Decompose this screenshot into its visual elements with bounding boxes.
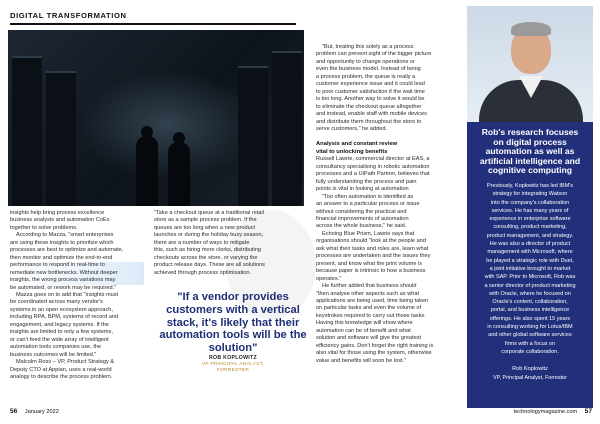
text-line: Mazza goes on to add that "insights must <box>16 291 119 298</box>
article-column-2 <box>154 210 300 277</box>
sidebar-body <box>470 182 590 356</box>
sidebar-body-line: a joint initiative brought to market <box>489 265 571 272</box>
text-line: present, and know what the print volume is <box>316 260 423 267</box>
text-line: business outcomes will be limited." <box>10 351 97 358</box>
footer-right <box>514 408 592 415</box>
sidebar-body-line: corporate collaboration. <box>501 348 559 355</box>
sidebar-body-line: strategy for integrating Watson <box>492 191 568 198</box>
text-line: efficiency gains. Don't forget the right training is <box>316 342 434 349</box>
text-line: organisations should "look at the people and <box>316 238 426 245</box>
pull-quote-name: ROB KOPLOWITZ <box>209 355 257 361</box>
sidebar-body-line: management with Microsoft, where <box>487 249 573 256</box>
text-line: to poor customer satisfaction if the wait time <box>316 88 425 95</box>
sidebar-body-line: portal, and business intelligence <box>490 307 570 314</box>
text-line: According to Mazza, "smart enterprises <box>16 232 114 239</box>
text-line: to eliminate the checkout queue altogether <box>316 103 422 110</box>
text-line: insights are limited to only a few systems, <box>10 329 113 336</box>
text-line: "But, treating this solely as a process <box>322 44 414 50</box>
sidebar-body-line: in consulting working for Lotus/IBM <box>487 324 573 331</box>
text-line: checkouts across the store, or varying the <box>154 254 258 261</box>
portrait-photo <box>467 6 593 122</box>
sidebar-body-line: a senior director of product marketing <box>484 282 576 289</box>
text-line: be coordinated across many vendor's <box>10 299 103 306</box>
sidebar-title-line: automation as well as <box>485 146 575 157</box>
text-line: on particular tasks and even the volume of <box>316 305 422 312</box>
text-line: this, such as hiring more clerks, distributing <box>154 247 261 254</box>
text-line: fully understanding the process and pain <box>316 178 417 185</box>
sidebar-body-line: Previously, Koplowitz has led IBM's <box>487 183 573 189</box>
text-line: He further added that business should <box>322 283 417 290</box>
sidebar-body-line: firms with a focus on <box>504 340 556 347</box>
text-line: and instead, enable staff with mobile devices <box>316 111 427 118</box>
sidebar-title-line: Rob's research focuses <box>481 127 579 137</box>
text-line: even the business model. Instead of being <box>316 66 421 73</box>
sidebar-body-line: He was also a director of product <box>489 241 571 248</box>
sidebar-name: Rob Koplowitz <box>512 366 548 372</box>
article-column-3 <box>316 44 454 365</box>
text-line: processes are best to optimize and automate, <box>10 247 124 254</box>
sidebar-body-line: services. He has many years of <box>491 207 569 214</box>
sidebar-title-line: artificial intelligence and <box>479 155 581 166</box>
text-line: store as a sample process problem. If the <box>154 217 257 224</box>
sidebar-title <box>471 128 589 176</box>
text-line: achieved through process optimisation. <box>154 269 252 276</box>
text-line: "then analyse other aspects such as what <box>316 290 420 297</box>
text-line: Malcolm Ross – VP, Product Strategy & <box>16 359 115 366</box>
text-line: without considering the practical and <box>316 208 407 215</box>
text-line: engagement, and legacy systems. If the <box>10 321 109 328</box>
text-line: problem can prevent sight of the bigger picture <box>316 51 432 58</box>
sidebar-body-line: consulting, product marketing, <box>493 224 567 231</box>
text-line: then monitor and optimize the end-to-end <box>10 254 113 261</box>
text-line: value and benefits will soon be lost." <box>316 357 406 364</box>
sidebar-body-line: offerings. He also spent 15 years <box>489 315 571 322</box>
pull-quote-role-line: FORRESTER <box>216 368 250 374</box>
text-line: Deputy CTO at Appian, uses a real-world <box>10 366 112 373</box>
text-line: processes are undertaken and the issues they <box>316 253 431 260</box>
site-url: technologymagazine.com <box>513 409 578 415</box>
subhead: vital to unlocking benefits <box>316 148 388 155</box>
text-line: financial improvements of automation <box>316 215 409 222</box>
sidebar-body-line: he played a strategic role with Duet, <box>486 257 574 264</box>
subhead: Analysis and constant review <box>316 141 398 148</box>
text-line: analogy to describe the process problem. <box>10 373 113 380</box>
pull-quote-role <box>157 362 309 375</box>
text-line: consultancy specialising in robotic automation <box>316 163 430 170</box>
text-line: "Take a checkout queue at a traditional retail <box>154 210 264 216</box>
text-line: across the whole business," he said. <box>316 223 407 230</box>
text-line: queues are too long when a new product <box>154 224 256 231</box>
text-line: and distribute them throughout the store to <box>316 118 422 125</box>
sidebar-body-line: with Oracle, where he focused on <box>489 290 571 297</box>
sidebar-body-line: into the company's collaboration <box>490 199 570 206</box>
text-line: remediate new bottlenecks. Without deeper <box>10 270 144 277</box>
section-rule <box>10 23 296 25</box>
page-number-left: 56 <box>10 408 18 415</box>
text-line: be automated, or rework may be required." <box>10 284 117 291</box>
text-line: ask what their tasks and roles are, learn what <box>316 245 429 252</box>
text-line: Echoing Blue Prism, Lawrie says that <box>322 230 415 237</box>
section-tag: DIGITAL TRANSFORMATION <box>10 11 127 20</box>
text-line: launches or during the holiday busy season, <box>154 232 264 239</box>
issue-date: January 2022 <box>24 409 59 415</box>
text-line: processes and a UiPath Partner, believes that <box>316 171 430 178</box>
text-line: business analysts and automation CoEs <box>10 217 110 224</box>
text-line: customer experience issue and it could lead <box>316 81 425 88</box>
sidebar-body-line: product management, and strategy. <box>486 232 574 239</box>
text-line: and opportunity to change operations or <box>316 58 415 65</box>
text-line: because paper is intrinsic to how a business <box>316 268 426 275</box>
text-line: insights help bring process excellence <box>10 210 105 216</box>
text-line: are using these insights to prioritize which <box>10 239 114 246</box>
text-line: an answer to a particular process or issue <box>316 201 420 208</box>
pull-quote-role-line: VP PRINCIPAL ANALYST, <box>201 362 265 367</box>
text-line: also vital for those using the system, otherwise <box>316 350 432 357</box>
text-line: automation can be of benefit and what <box>316 327 411 334</box>
sidebar-body-line: and other global software services <box>488 332 572 339</box>
page-number-right: 57 <box>584 408 592 415</box>
text-line: performance to respond in real-time to <box>10 262 144 269</box>
text-line: Russell Lawrie, commercial director at EAS, a <box>316 156 430 163</box>
sidebar-body-line: Oracle's content, collaboration, <box>492 299 568 306</box>
article-column-1 <box>10 210 144 381</box>
text-line: systems in an open ecosystem approach, <box>10 306 113 313</box>
text-line: solution and software will give the greatest <box>316 335 422 342</box>
text-line: product release days. These are all solutions <box>154 262 265 269</box>
article-photo <box>8 30 304 206</box>
sidebar-title-line: on digital process <box>493 136 567 147</box>
text-line: automation tools companies use, the <box>10 344 102 351</box>
text-line: together to solve problems. <box>10 224 78 231</box>
text-line: keystrokes required to carry out those tasks. <box>316 312 426 319</box>
text-line: applications are being used, time being taken <box>316 297 429 304</box>
text-line: insights, the wrong process variations may <box>10 277 144 284</box>
text-line: including RPA, BPM, systems of record and <box>10 314 119 321</box>
text-line: "Too often automation is identified as <box>322 193 414 200</box>
text-line: is too long. Another way to solve it would be <box>316 96 425 103</box>
text-line: operates." <box>316 275 342 282</box>
sidebar-title-line: cognitive computing <box>487 165 573 176</box>
sidebar-role: VP, Principal Analyst, Forrester <box>493 375 567 381</box>
text-line: or can't feed the wide array of intelligent <box>10 336 109 343</box>
text-line: a process problem, the queue is really a <box>316 73 416 80</box>
text-line: points is vital in looking at automation <box>316 186 409 193</box>
text-line: Having this knowledge will show where <box>316 320 413 327</box>
text-line: there are a number of ways to mitigate <box>154 239 250 246</box>
text-line: serve customers," he added. <box>316 125 388 132</box>
sidebar-body-line: experience in enterprise software <box>489 216 571 223</box>
footer-left <box>10 408 59 415</box>
pull-quote: "If a vendor provides customers with a vertical stack, it's likely that their automation tools will be the solution" <box>159 291 307 355</box>
sidebar-body-line: with SAP. Prior to Microsoft, Rob was <box>484 274 576 281</box>
